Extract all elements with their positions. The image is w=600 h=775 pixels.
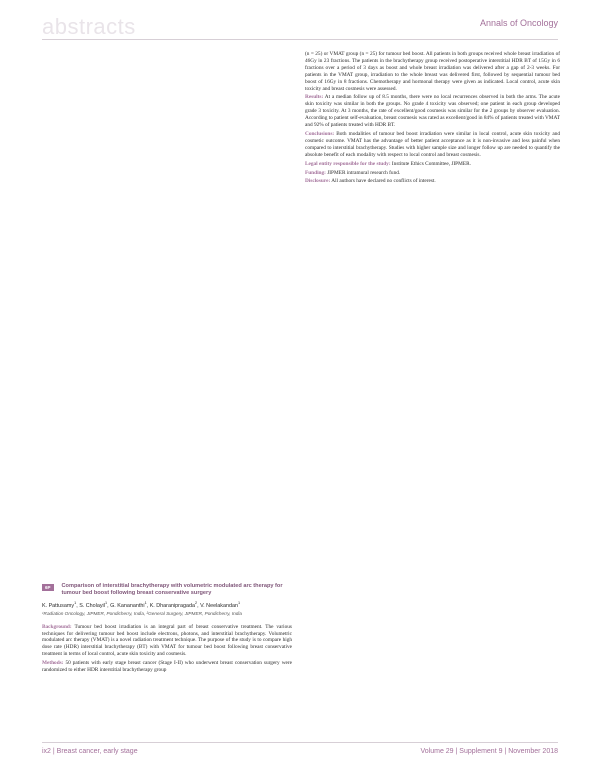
legal-entity-text: Institute Ethics Committee, JIPMER. — [391, 160, 471, 167]
footer-divider — [42, 742, 558, 743]
author-affiliation-mark: 1 — [74, 601, 77, 606]
abstract-heading — [42, 583, 292, 597]
author-affiliation-mark: 2 — [194, 601, 198, 606]
section-header: abstracts — [42, 14, 136, 39]
conclusions-text: Both modalities of tumour bed boost irradiation were similar in local control, acute skin toxicity and cosmetic outcome. VMAT has the advantage of better patient acceptance as it is non-invasive and less painful when compared to interstitial brachytherapy. Studies with higher sample size and longer follow up are needed to quantify the absolute benefit of each modality with respect to local control and breast cosmesis. — [305, 130, 560, 158]
journal-name: Annals of Oncology — [479, 18, 558, 28]
footer-volume-info: Volume 29 | Supplement 9 | November 2018 — [420, 748, 558, 755]
abstract-block — [42, 583, 292, 676]
disclosure-paragraph — [305, 178, 560, 185]
disclosure-text: All authors have declared no conflicts of interest. — [331, 178, 436, 185]
legal-entity-paragraph — [305, 161, 560, 168]
methods-text: 50 patients with early stage breast cancer (Stage I-II) who underwent breast conservation surgery were randomized to either HDR interstitial brachytherapy group — [42, 660, 292, 674]
funding-paragraph — [305, 170, 560, 177]
funding-label: Funding: — [305, 169, 326, 176]
author-list: K. Pattusamy$^1$, S. Cholayil$^1$, G. Kanananthi$^1$, K. Dharanipragada$^2$, V. Neelakandan$^1$ — [42, 601, 241, 610]
conclusions-label: Conclusions: — [305, 130, 335, 137]
funding-text: JIPMER intramural research fund. — [327, 169, 401, 176]
results-text: At a median follow up of 8.5 months, there were no local recurrences observed in both the arms. The acute skin toxicity was similar in both the groups. No grade 4 toxicity was observed; one patient in each group developed grade 3 toxicity. At 3 months, the rate of excellent/good cosmesis was similar for the 2 groups by observer evaluation. According to patient self-evaluation, breast cosmesis was rated as excellent/good in 84% of patients treated with VMAT and 92% of patients treated with HDR BT. — [305, 94, 560, 129]
background-label: Background: — [42, 623, 72, 630]
author-affiliation-mark: 1 — [104, 601, 108, 606]
author: G. Kanananthi — [110, 603, 145, 610]
conclusions-paragraph — [305, 131, 560, 159]
author: K. Pattusamy — [42, 603, 75, 610]
abstract-title: Comparison of interstitial brachytherapy with volumetric modulated arc therapy for tumour bed boost following breast conservative surgery — [61, 583, 283, 597]
header-divider — [42, 39, 558, 40]
footer-page-info: ix2 | Breast cancer, early stage — [42, 748, 138, 755]
methods-paragraph — [42, 660, 292, 674]
right-column — [305, 51, 560, 187]
author-affiliation-mark: 1 — [237, 601, 241, 606]
background-text: Tumour bed boost irradiation is an integral part of breast conservative treatment. The various techniques for delivering tumour bed boost include electrons, photons, and interstitial brachytherapy. Volumetric modulated arc therapy (VMAT) is a novel radiation treatment technique. The purpose of the study is to compare high dose rate (HDR) interstitial brachytherapy (BT) with VMAT for tumour bed boost following breast conservative treatment in terms of local control, acute skin toxicity and cosmesis. — [42, 623, 292, 658]
background-paragraph — [42, 624, 292, 659]
results-label: Results: — [305, 94, 324, 101]
author-affiliation-mark: 1 — [144, 601, 147, 606]
legal-entity-label: Legal entity responsible for the study: — [305, 160, 391, 167]
author: K. Dharanipragada — [149, 603, 195, 610]
results-paragraph — [305, 94, 560, 129]
author: S. Cholayil — [79, 603, 105, 610]
methods-label: Methods: — [42, 660, 64, 667]
affiliations: ¹Radiation Oncology, JIPMER, Pondicherry, India, ²General Surgery, JIPMER, Pondicherry, India — [42, 611, 242, 617]
methods-continuation — [305, 51, 560, 92]
author: V. Neelakandan — [200, 603, 238, 610]
abstract-number-badge: 6P — [42, 584, 54, 591]
disclosure-label: Disclosure: — [305, 178, 331, 185]
methods-continuation-text: (n = 25) or VMAT group (n = 25) for tumour bed boost. All patients in both groups received whole breast irradiation of 46Gy in 23 fractions. The patients in the brachytherapy group received postoperative interstitial HDR BT of 15Gy in 6 fractions over a period of 3 days as boost and whole breast irradiation was delivered after a gap of 2-3 weeks. For patients in the VMAT group, irradiation to the whole breast was delivered first, followed by sequential tumour bed boost of 16Gy in 8 fractions. Chemotherapy and hormonal therapy were given as indicated. Local control, acute skin toxicity and breast cosmesis were assessed. — [305, 51, 560, 92]
